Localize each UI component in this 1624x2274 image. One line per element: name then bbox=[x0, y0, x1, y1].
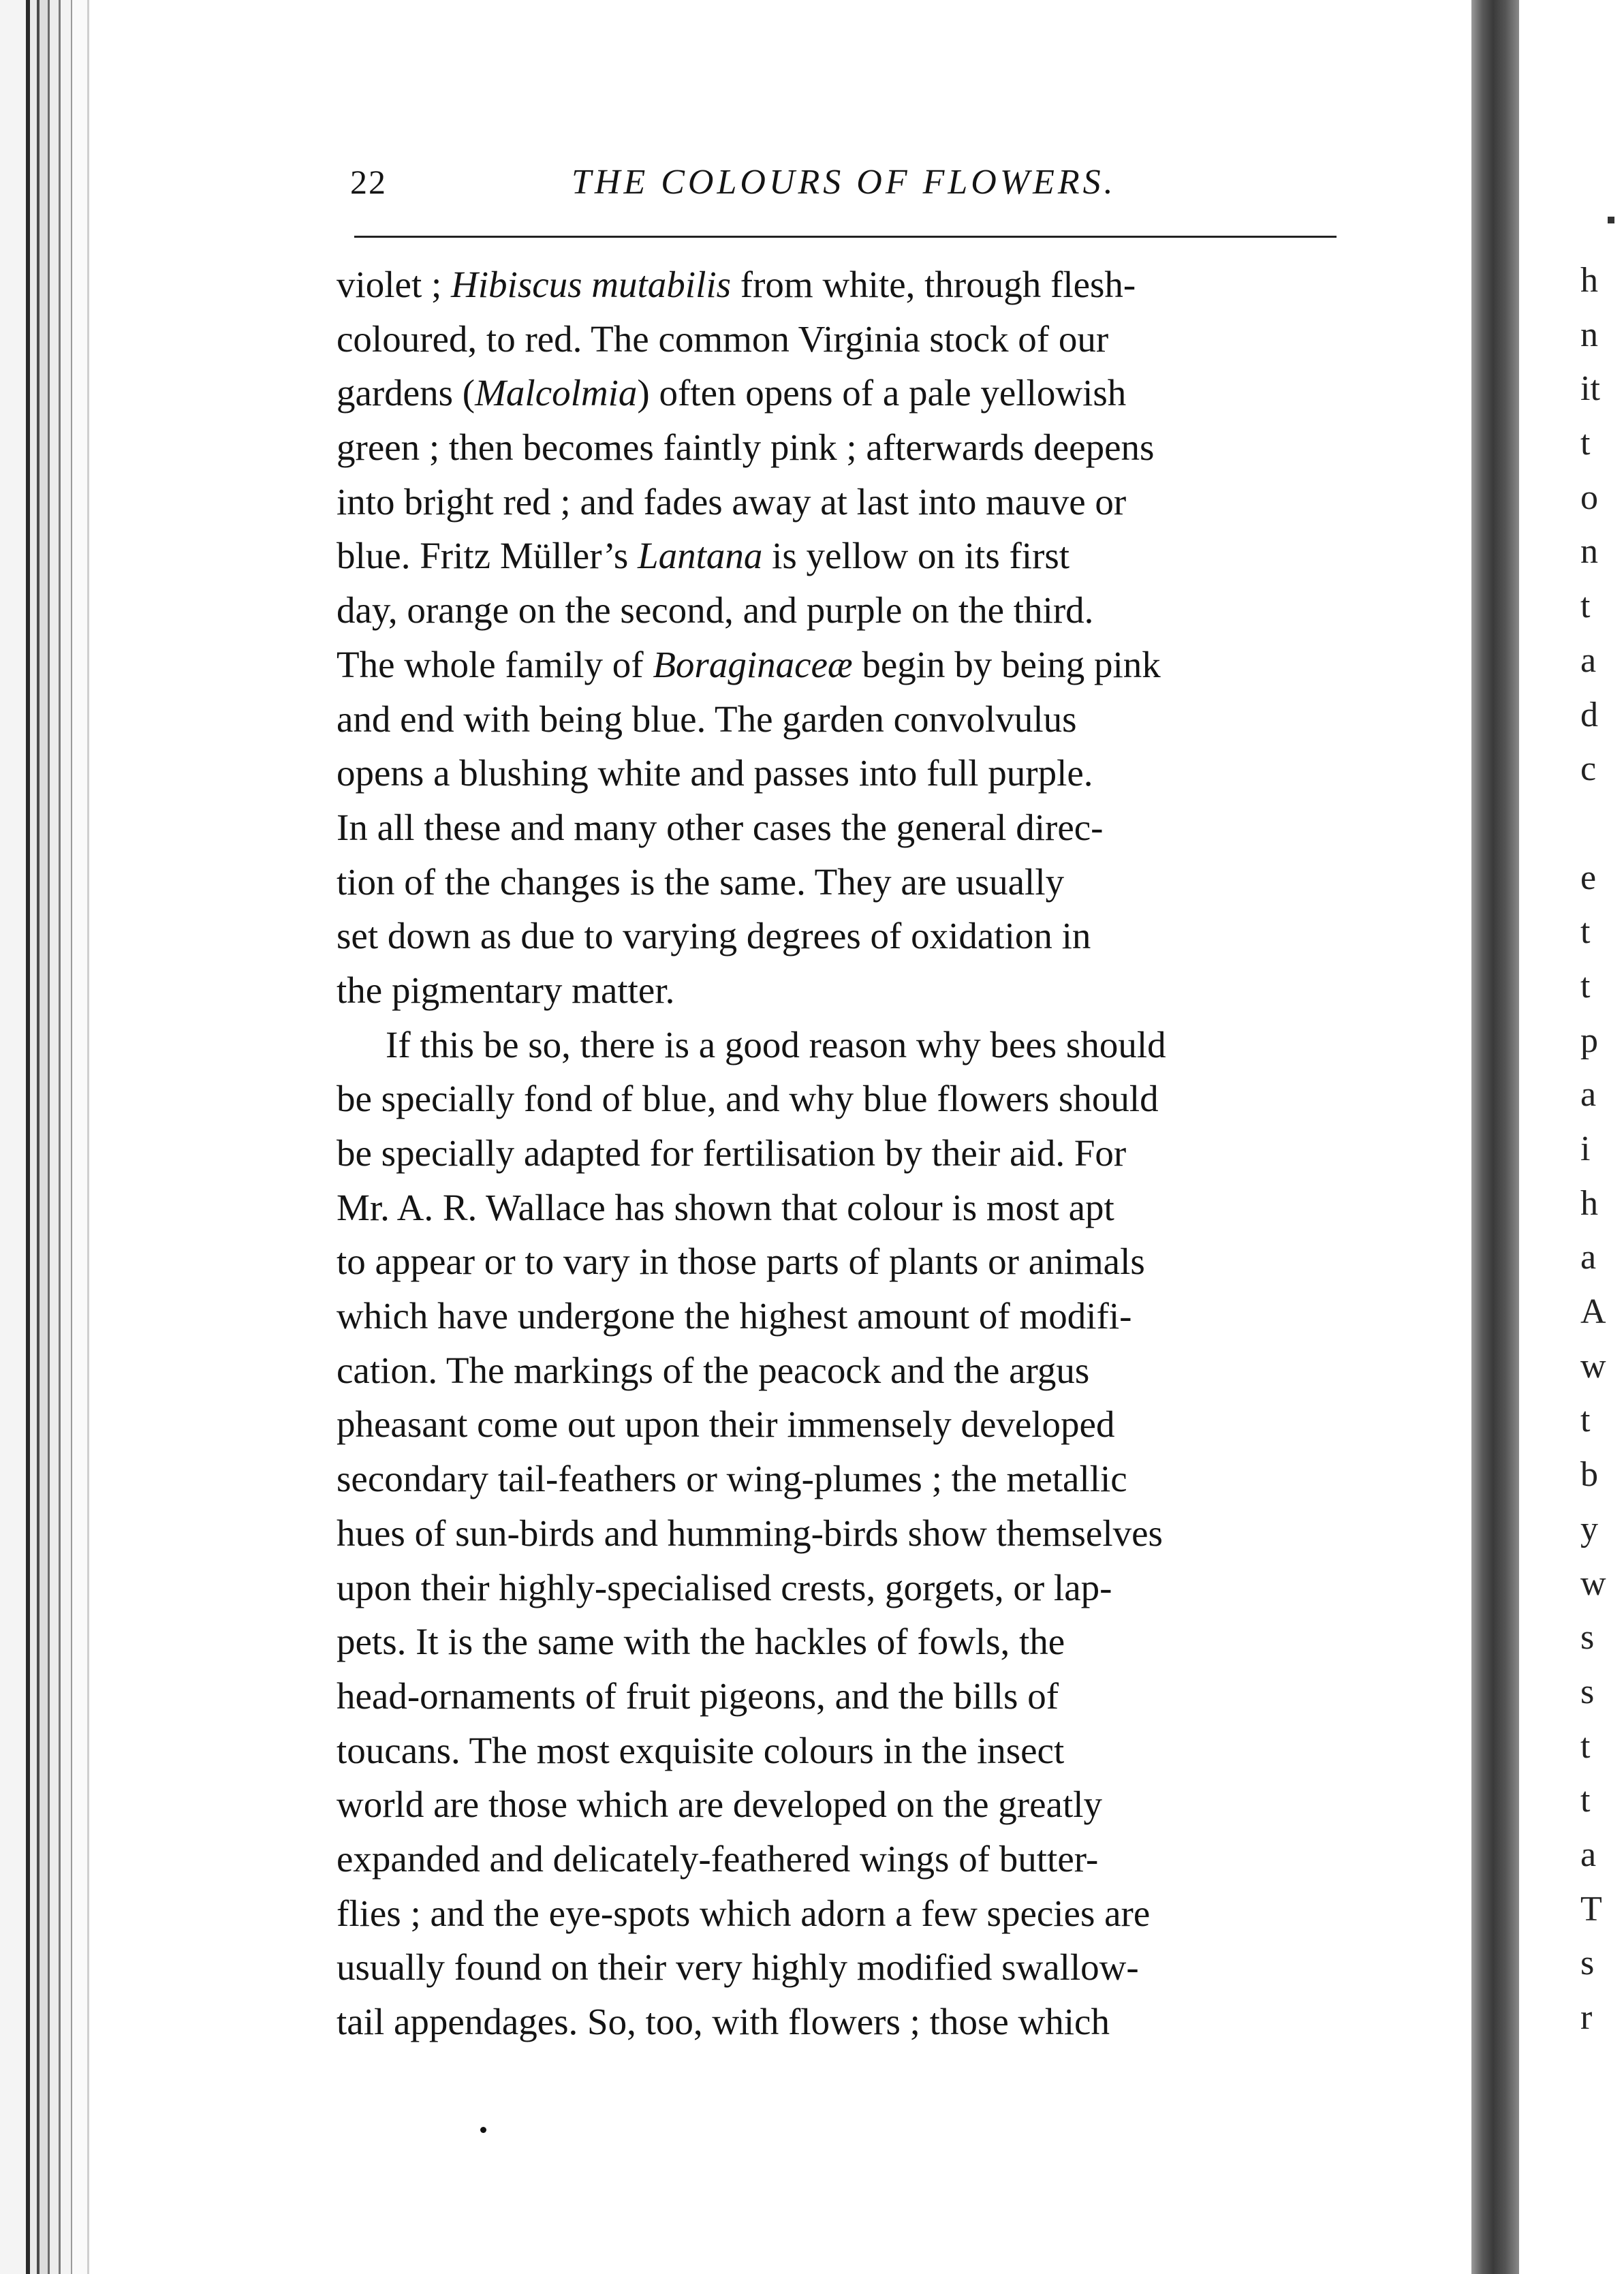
facing-page-fragment: i bbox=[1580, 1130, 1591, 1168]
text-line: secondary tail-feathers or wing-plumes ; the metallic bbox=[337, 1458, 1127, 1500]
facing-page-fragment: a bbox=[1580, 640, 1597, 680]
facing-page-fragment: e bbox=[1580, 858, 1597, 897]
text-line: head-ornaments of fruit pigeons, and the bills of bbox=[337, 1675, 1059, 1717]
text-line: be specially fond of blue, and why blue flowers should bbox=[337, 1078, 1159, 1120]
text-line: pets. It is the same with the hackles of fowls, the bbox=[337, 1621, 1065, 1663]
facing-page-fragment: t bbox=[1580, 1401, 1591, 1440]
facing-page-fragment: a bbox=[1580, 1075, 1597, 1115]
facing-page-fragment: it bbox=[1580, 369, 1600, 409]
page-number: 22 bbox=[350, 163, 387, 201]
facing-page-fragment: t bbox=[1580, 1781, 1591, 1820]
scan-mark bbox=[1608, 217, 1614, 223]
facing-page-fragment: r bbox=[1580, 1998, 1593, 2037]
facing-page-fragment: t bbox=[1580, 912, 1591, 952]
text-line: blue. Fritz Müller’s Lantana is yellow on its first bbox=[337, 535, 1070, 577]
facing-page-fragment bbox=[1580, 796, 1624, 851]
facing-page-fragment: a bbox=[1580, 1835, 1597, 1874]
facing-page-fragment: w bbox=[1580, 1563, 1606, 1603]
text-line: hues of sun-birds and humming-birds show themselves bbox=[337, 1512, 1163, 1554]
page-header bbox=[350, 162, 1338, 210]
facing-page-fragment: w bbox=[1580, 1346, 1606, 1386]
book-gutter bbox=[1471, 0, 1519, 2274]
facing-page-fragment: t bbox=[1580, 424, 1591, 463]
facing-page-fragment: b bbox=[1580, 1455, 1598, 1495]
text-line: upon their highly-specialised crests, gorgets, or lap- bbox=[337, 1566, 1112, 1608]
text-line: set down as due to varying degrees of oxidation in bbox=[337, 915, 1091, 957]
facing-page-fragment: d bbox=[1580, 695, 1598, 734]
facing-page-fragment: a bbox=[1580, 1238, 1597, 1277]
facing-page-text-fragments bbox=[1580, 253, 1624, 2045]
facing-page-fragment: t bbox=[1580, 587, 1591, 626]
body-text bbox=[337, 258, 1399, 2049]
facing-page-fragment: n bbox=[1580, 532, 1598, 572]
text-line: The whole family of Boraginaceæ begin by being pink bbox=[337, 643, 1161, 685]
facing-page-fragment: h bbox=[1580, 1183, 1598, 1223]
text-line: usually found on their very highly modified swallow- bbox=[337, 1946, 1139, 1989]
running-title: THE COLOURS OF FLOWERS. bbox=[572, 163, 1116, 202]
text-line: gardens (Malcolmia) often opens of a pale yellowish bbox=[337, 372, 1127, 414]
text-line: the pigmentary matter. bbox=[337, 969, 675, 1011]
facing-page-fragment: T bbox=[1580, 1889, 1602, 1929]
facing-page-fragment: p bbox=[1580, 1021, 1598, 1060]
text-line: tion of the changes is the same. They are usually bbox=[337, 860, 1065, 903]
text-line: violet ; Hibiscus mutabilis from white, through flesh- bbox=[337, 264, 1136, 305]
facing-page-fragment: o bbox=[1580, 478, 1598, 517]
text-line: day, orange on the second, and purple on the third. bbox=[337, 589, 1094, 632]
paragraph-first-line: If this be so, there is a good reason why bees should bbox=[386, 1023, 1166, 1065]
ink-dot bbox=[480, 2127, 486, 2133]
book-binding-page-edges bbox=[0, 0, 102, 2274]
facing-page-fragment: s bbox=[1580, 1618, 1595, 1657]
facing-page-fragment: t bbox=[1580, 966, 1591, 1006]
text-line: cation. The markings of the peacock and the argus bbox=[337, 1349, 1090, 1391]
facing-page-fragment: t bbox=[1580, 1726, 1591, 1766]
text-line: and end with being blue. The garden convolvulus bbox=[337, 698, 1077, 740]
text-line: In all these and many other cases the general direc- bbox=[337, 806, 1104, 848]
text-line: opens a blushing white and passes into full purple. bbox=[337, 752, 1093, 794]
text-line: into bright red ; and fades away at last into mauve or bbox=[337, 480, 1127, 523]
text-line: tail appendages. So, too, with flowers ; those which bbox=[337, 2001, 1110, 2042]
facing-page-fragment: s bbox=[1580, 1672, 1595, 1711]
facing-page-fragment: c bbox=[1580, 749, 1597, 789]
text-line: toucans. The most exquisite colours in the insect bbox=[337, 1729, 1065, 1771]
header-rule bbox=[354, 236, 1337, 238]
text-line: world are those which are developed on the greatly bbox=[337, 1784, 1103, 1826]
facing-page-fragment: s bbox=[1580, 1944, 1595, 1983]
text-line: pheasant come out upon their immensely developed bbox=[337, 1403, 1115, 1446]
text-line: flies ; and the eye-spots which adorn a few species are bbox=[337, 1892, 1151, 1934]
facing-page-fragment: A bbox=[1580, 1292, 1606, 1332]
text-line: expanded and delicately-feathered wings of butter- bbox=[337, 1837, 1099, 1880]
text-line: green ; then becomes faintly pink ; afterwards deepens bbox=[337, 426, 1155, 469]
facing-page-fragment: y bbox=[1580, 1509, 1598, 1548]
text-line: to appear or to vary in those parts of plants or animals bbox=[337, 1241, 1145, 1283]
text-line: coloured, to red. The common Virginia stock of our bbox=[337, 317, 1109, 360]
text-line: Mr. A. R. Wallace has shown that colour is most apt bbox=[337, 1186, 1114, 1228]
facing-page-fragment: h bbox=[1580, 261, 1598, 300]
text-line: be specially adapted for fertilisation by their aid. For bbox=[337, 1132, 1127, 1174]
text-line: which have undergone the highest amount of modifi- bbox=[337, 1295, 1132, 1337]
facing-page-fragment: n bbox=[1580, 315, 1598, 354]
